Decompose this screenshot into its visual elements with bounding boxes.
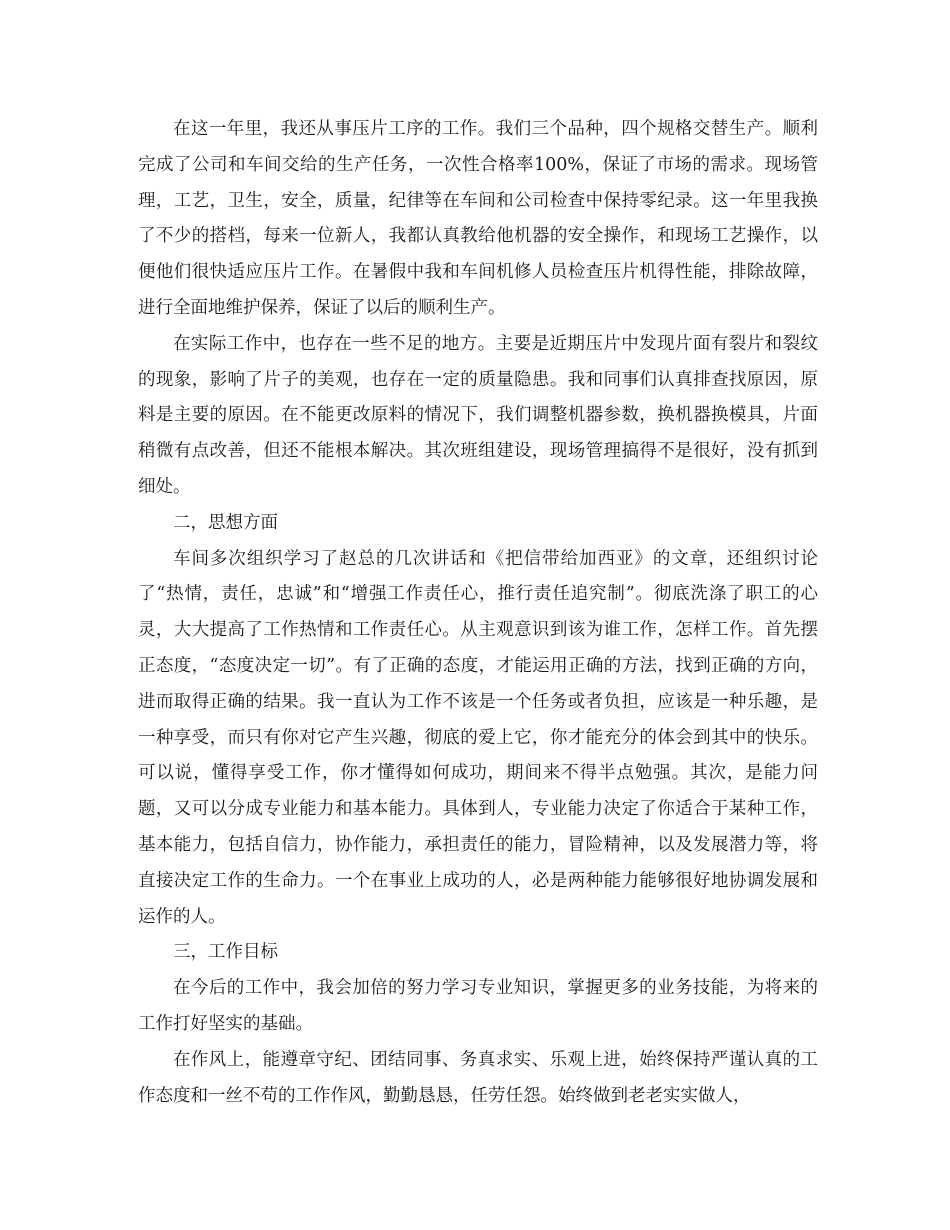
paragraph-thinking: 车间多次组织学习了赵总的几次讲话和《把信带给加西亚》的文章，还组织讨论了“热情，责任，忠诚”和“增强工作责任心，推行责任追究制”。彻底洗涤了职工的心灵，大大提高了工作热情和工作责任心。从主观意识到该为谁工作，怎样工作。首先摆正态度，“态度决定一切”。有了正确的态度，才能运用正确的方法，找到正确的方向，进而取得正确的结果。我一直认为工作不该是一个任务或者负担，应该是一种乐趣，是一种享受，而只有你对它产生兴趣，彻底的爱上它，你才能充分的体会到其中的快乐。可以说，懂得享受工作，你才懂得如何成功，期间来不得半点勉强。其次，是能力问题，又可以分成专业能力和基本能力。具体到人，专业能力决定了你适合于某种工作，基本能力，包括自信力，协作能力，承担责任的能力，冒险精神，以及发展潜力等，将直接决定工作的生命力。一个在事业上成功的人，必是两种能力能够很好地协调发展和运作的人。 bbox=[138, 548, 818, 927]
section-heading-thinking: 二，思想方面 bbox=[173, 512, 278, 533]
paragraph-work-style: 在作风上，能遵章守纪、团结同事、务真求实、乐观上进，始终保持严谨认真的工作态度和一丝不苟的工作作风，勤勤恳恳，任劳任怨。始终做到老老实实做人， bbox=[138, 1049, 818, 1106]
paragraph-shortcomings: 在实际工作中，也存在一些不足的地方。主要是近期压片中发现片面有裂片和裂纹的现象，影响了片子的美观，也存在一定的质量隐患。我和同事们认真排查找原因，原料是主要的原因。在不能更改原料的情况下，我们调整机器参数，换机器换模具，片面稍微有点改善，但还不能根本解决。其次班组建设，现场管理搞得不是很好，没有抓到细处。 bbox=[138, 333, 818, 497]
paragraph-tablet-pressing-work: 在这一年里，我还从事压片工序的工作。我们三个品种，四个规格交替生产。顺利完成了公司和车间交给的生产任务，一次性合格率100%，保证了市场的需求。现场管理，工艺，卫生，安全，质量，纪律等在车间和公司检查中保持零纪录。这一年里我换了不少的搭档，每来一位新人，我都认真教给他机器的安全操作，和现场工艺操作，以便他们很快适应压片工作。在暑假中我和车间机修人员检查压片机得性能，排除故障，进行全面地维护保养，保证了以后的顺利生产。 bbox=[138, 119, 818, 318]
paragraph-future-study: 在今后的工作中，我会加倍的努力学习专业知识，掌握更多的业务技能，为将来的工作打好坚实的基础。 bbox=[138, 978, 818, 1034]
document-page bbox=[138, 112, 818, 1114]
section-heading-work-goals: 三，工作目标 bbox=[173, 942, 278, 963]
